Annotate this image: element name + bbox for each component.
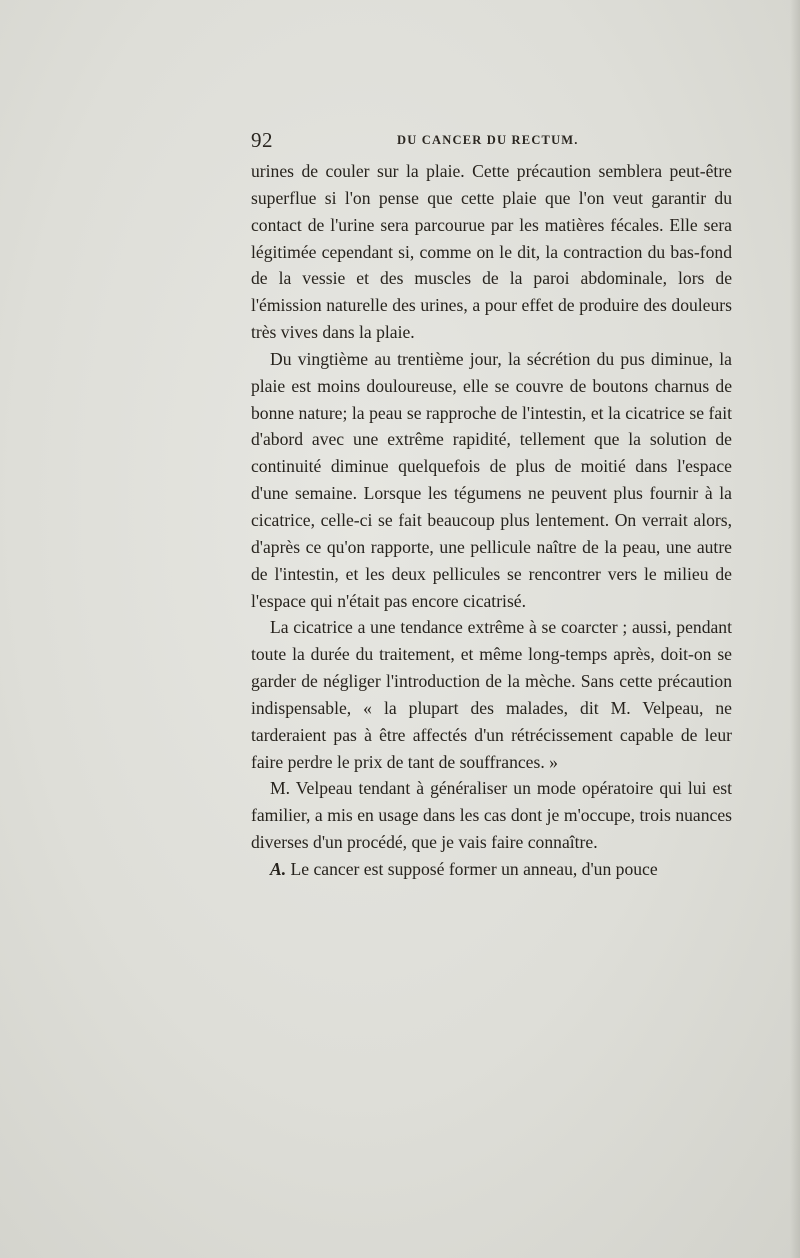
paragraph-continued: urines de couler sur la plaie. Cette précaution semblera peut-être superflue si l'on pense que cette plaie que l'on veut garantir du contact de l'urine sera parcourue par les matières fécales. Elle sera légitimée cependant si, comme on le dit, la contraction du bas-fond de la vessie et des muscles de la paroi abdominale, lors de l'émission naturelle des urines, a pour effet de produire des douleurs très vives dans la plaie. [251, 161, 732, 343]
running-title: DU CANCER DU RECTUM. [397, 133, 579, 147]
paragraph-procedure-a-text: Le cancer est supposé former un anneau, d'un pouce [286, 858, 658, 879]
page-edge-shadow [790, 0, 800, 1258]
section-letter: A. [270, 858, 287, 879]
paragraph-procedure-a [251, 856, 732, 883]
page-header [251, 128, 735, 154]
paragraph-cicatrice: La cicatrice a une tendance extrême à se coarcter ; aussi, pendant toute la durée du traitement, et même long-temps après, doit-on se garder de négliger l'introduction de la mèche. Sans cette précaution indispensable, « la plupart des malades, dit M. Velpeau, ne tarderaient pas à être affectés d'un rétrécissement capable de leur faire perdre le prix de tant de souffrances. » [251, 617, 732, 772]
page-number: 92 [251, 128, 273, 152]
paragraph-velpeau: M. Velpeau tendant à généraliser un mode opératoire qui lui est familier, a mis en usage dans les cas dont je m'occupe, trois nuances diverses d'un procédé, que je vais faire connaître. [251, 778, 732, 853]
paragraph-healing: Du vingtième au trentième jour, la sécrétion du pus diminue, la plaie est moins douloureuse, elle se couvre de boutons charnus de bonne nature; la peau se rapproche de l'intestin, et la cicatrice se fait d'abord avec une extrême rapidité, tellement que la solution de continuité diminue quelquefois de plus de moitié dans l'espace d'une semaine. Lorsque les tégumens ne peuvent plus fournir à la cicatrice, celle-ci se fait beaucoup plus lentement. On verrait alors, d'après ce qu'on rapporte, une pellicule naître de la peau, une autre de l'intestin, et les deux pellicules se rencontrer vers le milieu de l'espace qui n'était pas encore cicatrisé. [251, 348, 732, 611]
body-text [251, 158, 732, 883]
